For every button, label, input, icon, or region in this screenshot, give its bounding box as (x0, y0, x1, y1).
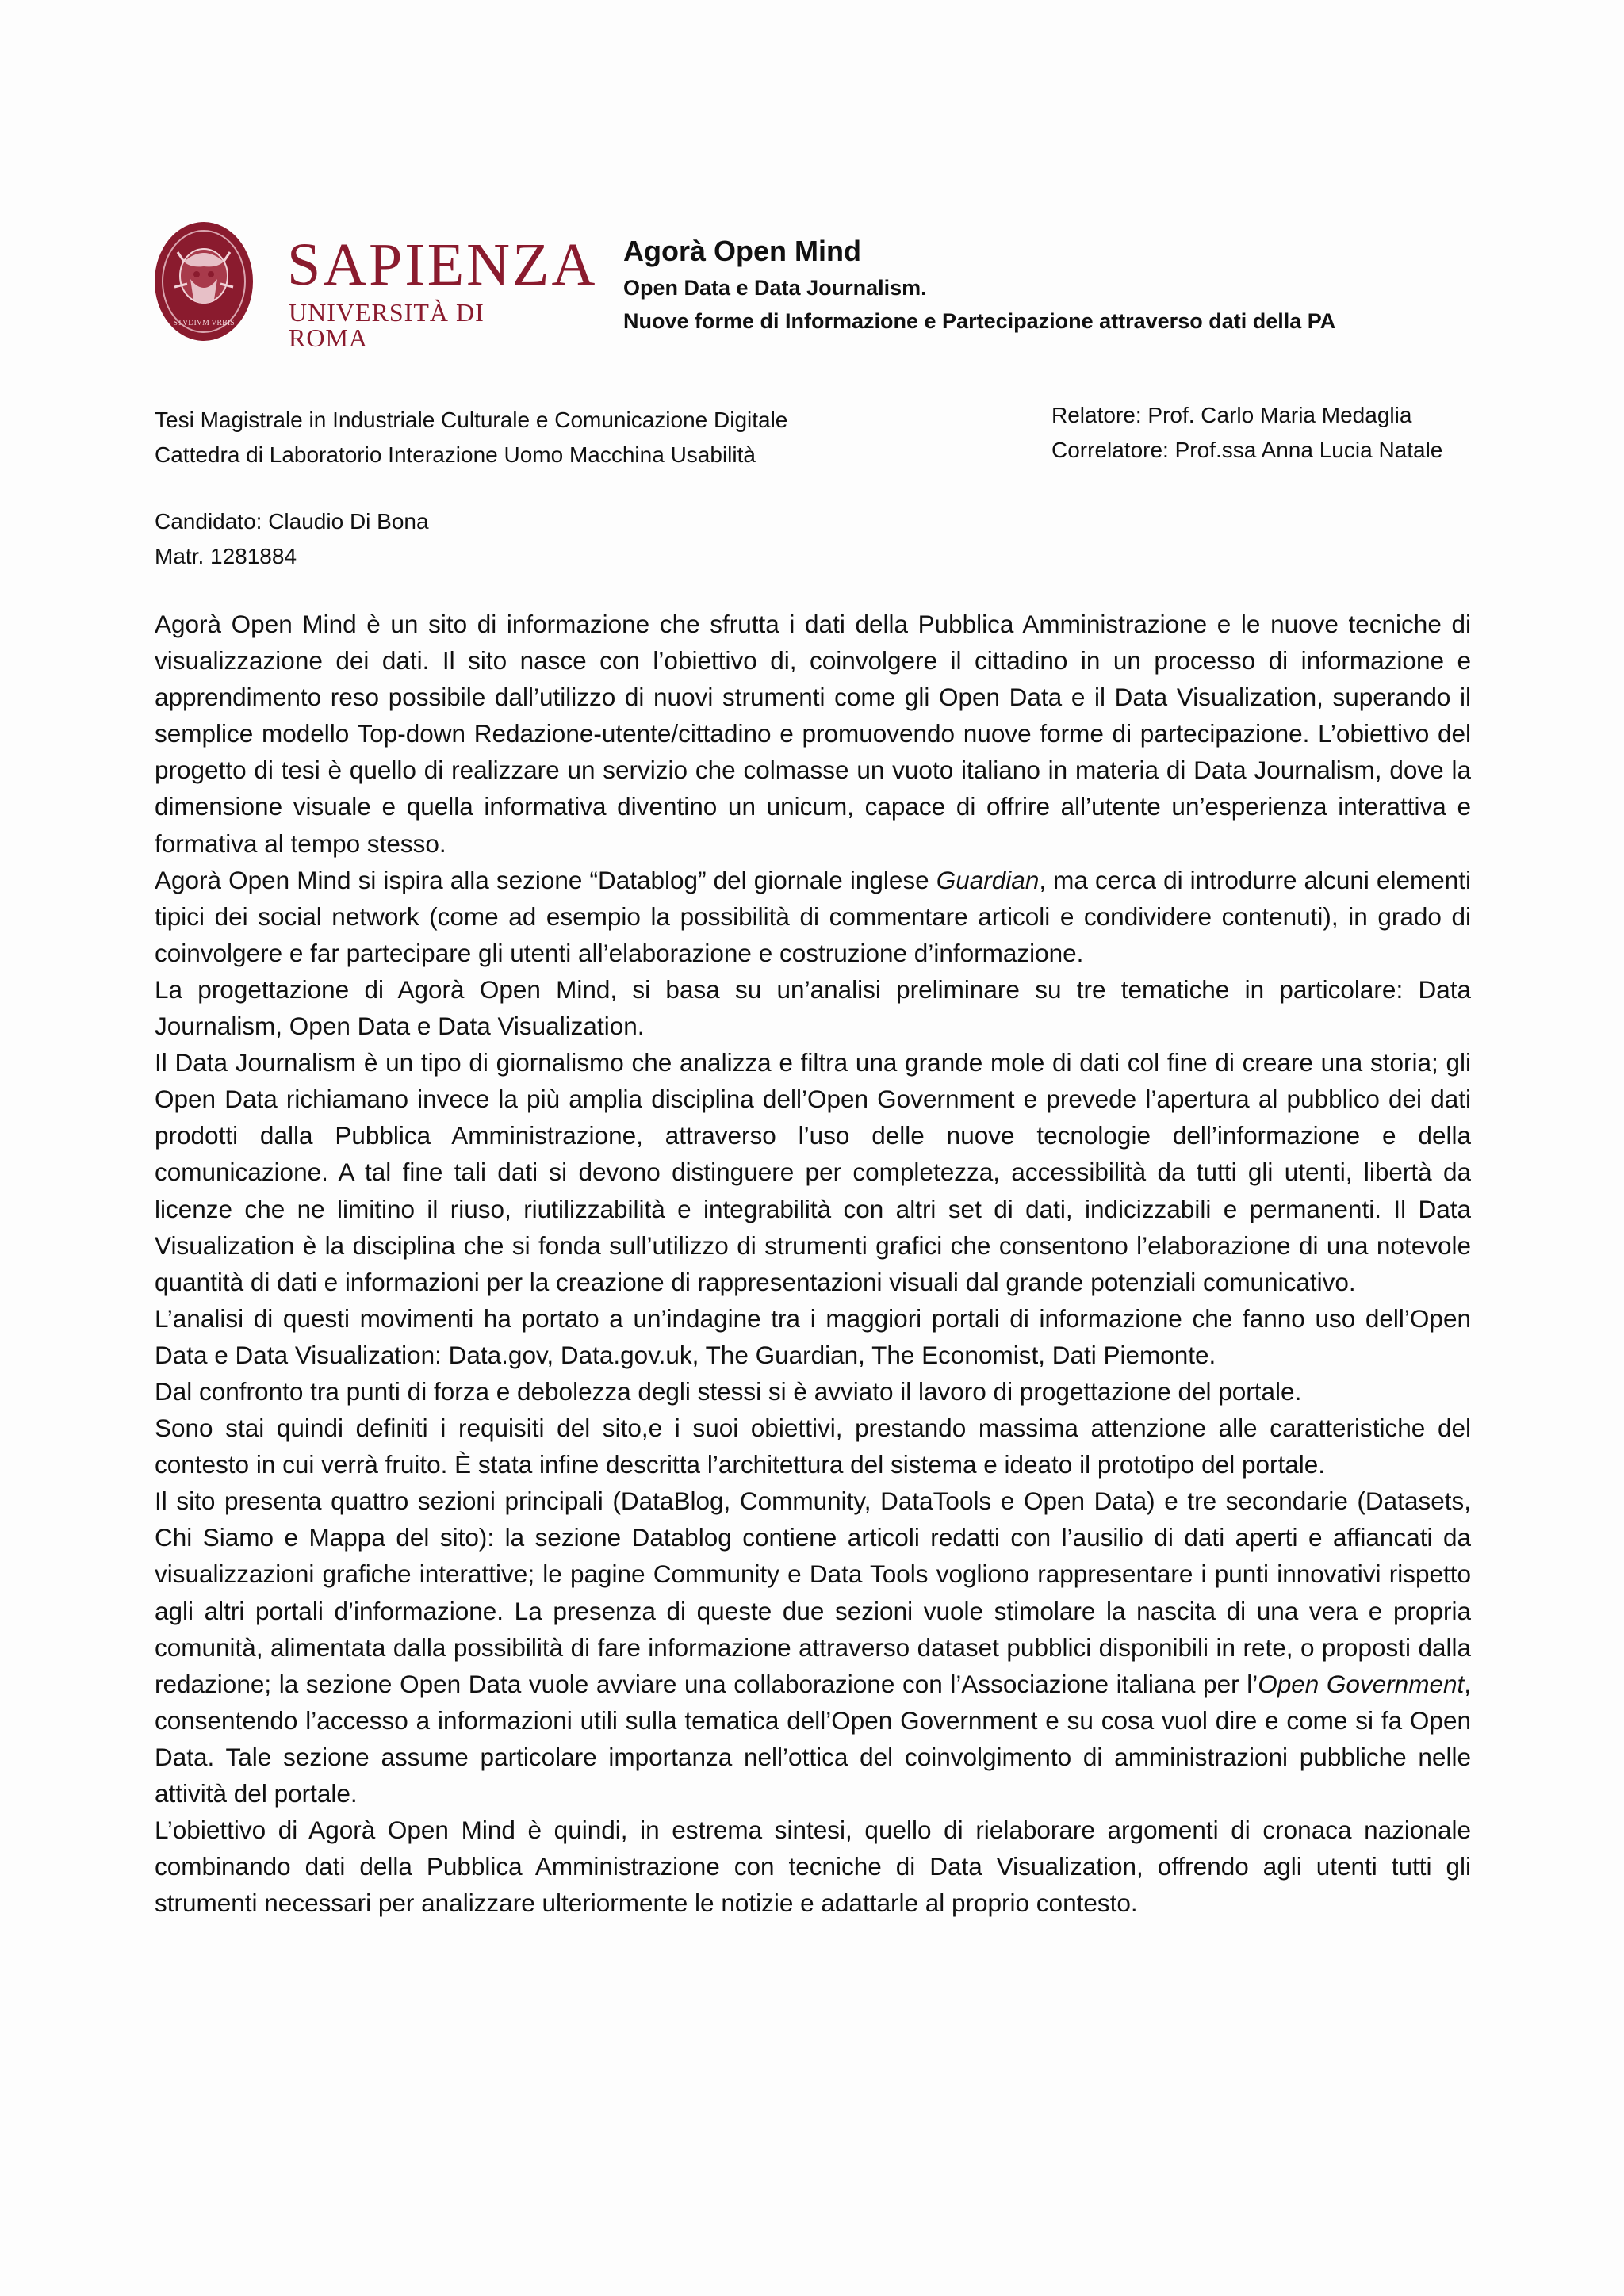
candidate-info (155, 504, 429, 574)
supervisor-text: Relatore: Prof. Carlo Maria Medaglia (1051, 403, 1412, 427)
sapienza-seal-icon (152, 220, 255, 343)
paragraph-7: Sono stai quindi definiti i requisiti del sito,e i suoi obiettivi, prestando massima attenzione alle caratteristiche del contesto in cui verrà fruito. È stata infine descritta l’architettura del sistema e ideato il prototipo del portale. (155, 1414, 1471, 1479)
supervisors-info (1051, 398, 1442, 468)
paragraph-9: L’obiettivo di Agorà Open Mind è quindi, in estrema sintesi, quello di rielaborare argomenti di cronaca nazionale combinando dati della Pubblica Amministrazione con tecniche di Data Visualization, offrendo agli utenti tutti gli strumenti necessari per analizzare ulteriormente le notizie e adattarle al proprio contesto. (155, 1816, 1471, 1918)
paragraph-6: Dal confronto tra punti di forza e debolezza degli stessi si è avviato il lavoro di progettazione del portale. (155, 1376, 1302, 1406)
candidate-text: Candidato: Claudio Di Bona (155, 509, 429, 534)
subtitle-line-2: Nuove forme di Informazione e Partecipazione attraverso dati della PA (623, 309, 1336, 333)
university-subtitle: UNIVERSITÀ DI ROMA (289, 298, 485, 352)
matriculation-text: Matr. 1281884 (155, 544, 297, 568)
university-logo (152, 220, 598, 352)
co-supervisor-text: Correlatore: Prof.ssa Anna Lucia Natale (1051, 438, 1443, 462)
university-name: SAPIENZA (287, 232, 598, 298)
paragraph-3: La progettazione di Agorà Open Mind, si basa su un’analisi preliminare su tre tematiche in particolare: Data Journalism, Open Data e Data Visualization. (155, 974, 1471, 1041)
paragraph-8: Il sito presenta quattro sezioni principali (DataBlog, Community, DataTools e Open Data) e tre secondarie (Datasets, Chi Siamo e Mappa del sito): la sezione Datablog contiene articoli redatti con l’ausilio di dati aperti e affiancati da visualizzazioni grafiche interattive; le pagine Community e Data Tools vogliono rappresentare i punti innovativi rispetto agli altri portali d’informazione. La presenza di queste due sezioni vuole stimolare la nascita di una vera e propria comunità, alimentata dalla possibilità di fare informazione attraverso dataset pubblici disponibili in rete, o proposti dalla redazione; la sezione Open Data vuole avviare una collaborazione con l’Associazione italiana per l’Open Government, consentendo l’accesso a informazioni utili sulla tematica dell’Open Government e su cosa vuol dire e come si fa Open Data. Tale sezione assume particolare importanza nell’ottica del coinvolgimento di amministrazioni pubbliche nelle attività del portale. (155, 1487, 1471, 1808)
paragraph-2: Agorà Open Mind si ispira alla sezione “Datablog” del giornale inglese Guardian, ma cerca di introdurre alcuni elementi tipici dei social network (come ad esempio la possibilità di commentare articoli e condividere contenuti), in grado di coinvolgere e far partecipare gli utenti all’elaborazione e costruzione d’informazione. (155, 865, 1471, 967)
document-heading (623, 232, 1527, 338)
abstract-body (155, 606, 1471, 1921)
paragraph-5: L’analisi di questi movimenti ha portato a un’indagine tra i maggiori portali di informazione che fanno uso dell’Open Data e Data Visualization: Data.gov, Data.gov.uk, The Guardian, The Economist, Dati Piemonte. (155, 1303, 1471, 1369)
paragraph-4: Il Data Journalism è un tipo di giornalismo che analizza e filtra una grande mole di dati col fine di creare una storia; gli Open Data richiamano invece la più amplia disciplina dell’Open Government e prevede l’apertura al pubblico dei dati prodotti dalla Pubblica Amministrazione, attraverso l’uso delle nuove tecnologie dell’informazione e della comunicazione. A tal fine tali dati si devono distinguere per completezza, accessibilità da tutti gli utenti, libertà da licenze che ne limitino il riuso, riutilizzabilità e integrabilità con altri set di dati, indicizzabili e permanenti. Il Data Visualization è la disciplina che si fonda sull’utilizzo di strumenti grafici che consentono l’elaborazione di una notevole quantità di dati e informazioni per la creazione di rappresentazioni visuali dal grande potenziali comunicativo. (155, 1048, 1471, 1296)
subtitle-line-1: Open Data e Data Journalism. (623, 276, 927, 300)
degree-text: Tesi Magistrale in Industriale Culturale e Comunicazione Digitale (155, 408, 788, 432)
svg-text:STVDIVM VRBIS: STVDIVM VRBIS (173, 319, 235, 327)
paragraph-1: Agorà Open Mind è un sito di informazione che sfrutta i dati della Pubblica Amministrazione e le nuove tecniche di visualizzazione dei dati. Il sito nasce con l’obiettivo di, coinvolgere il cittadino in un processo di informazione e apprendimento reso possibile dall’utilizzo di nuovi strumenti come gli Open Data e il Data Visualization, superando il semplice modello Top-down Redazione-utente/cittadino e promuovendo nuove forme di partecipazione. L’obiettivo del progetto di tesi è quello di realizzare un servizio che colmasse un vuoto italiano in materia di Data Journalism, dove la dimensione visuale e quella informativa diventino un unicum, capace di offrire all’utente un’esperienza interattiva e formativa al tempo stesso. (155, 610, 1471, 858)
page-title: Agorà Open Mind (623, 235, 861, 267)
thesis-info (155, 403, 787, 473)
chair-text: Cattedra di Laboratorio Interazione Uomo Macchina Usabilità (155, 442, 756, 467)
